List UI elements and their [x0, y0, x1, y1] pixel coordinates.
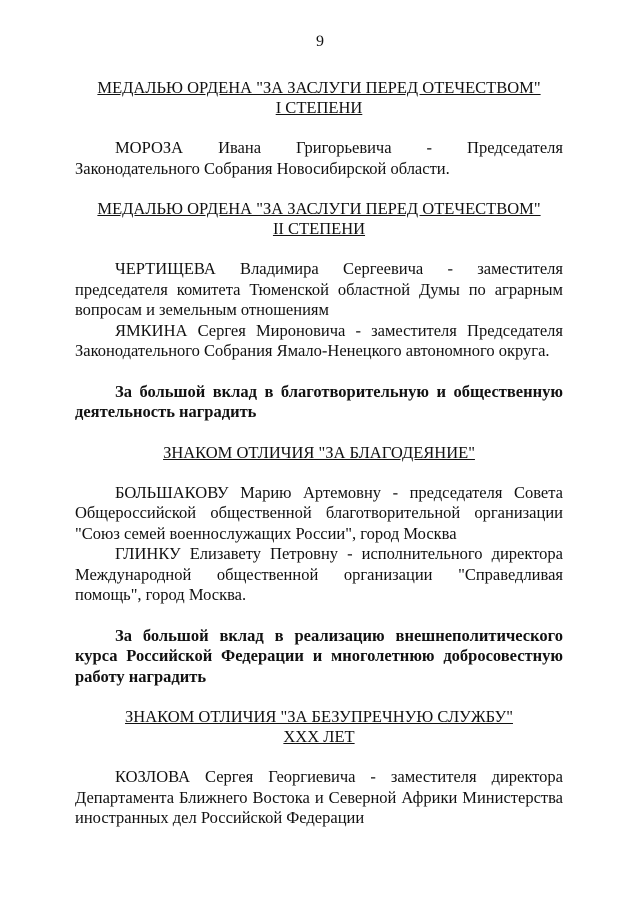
awardee-entry: КОЗЛОВА Сергея Георгиевича - заместителя директора Департамента Ближнего Востока и Северной Африки Министерства иностранных дел Российской Федерации — [75, 767, 563, 827]
page-number: 9 — [316, 33, 324, 50]
awardee-entry: ЯМКИНА Сергея Мироновича - заместителя Председателя Законодательного Собрания Ямало-Ненецкого автономного округа. — [75, 320, 563, 360]
award-heading-medal-1 — [75, 78, 563, 118]
award-heading-line: II СТЕПЕНИ — [272, 219, 366, 238]
decree-body — [75, 78, 563, 829]
awardee-entry: БОЛЬШАКОВУ Марию Артемовну - председателя Совета Общероссийской общественной благотворительной организации "Союз семей военнослужащих России", город Москва — [75, 482, 563, 543]
awardee-entry: МОРОЗА Ивана Григорьевича - Председателя Законодательного Собрания Новосибирской области. — [75, 138, 563, 178]
award-heading-line: МЕДАЛЬЮ ОРДЕНА "ЗА ЗАСЛУГИ ПЕРЕД ОТЕЧЕСТВОМ" — [97, 199, 541, 218]
award-preamble: За большой вклад в реализацию внешнеполитического курса Российской Федерации и многолетнюю добросовестную работу наградить — [75, 625, 563, 686]
awardee-entry: ЧЕРТИЩЕВА Владимира Сергеевича - заместителя председателя комитета Тюменской областной Думы по аграрным вопросам и земельным отношениям — [75, 259, 563, 319]
award-heading-line: XXX ЛЕТ — [283, 727, 355, 746]
award-preamble: За большой вклад в благотворительную и общественную деятельность наградить — [75, 381, 563, 421]
award-heading-service — [75, 707, 563, 747]
award-heading-line: ЗНАКОМ ОТЛИЧИЯ "ЗА БЕЗУПРЕЧНУЮ СЛУЖБУ" — [125, 707, 513, 726]
awardee-entry: ГЛИНКУ Елизавету Петровну - исполнительного директора Международной общественной организации "Справедливая помощь", город Москва. — [75, 544, 563, 604]
award-heading-line: ЗНАКОМ ОТЛИЧИЯ "ЗА БЛАГОДЕЯНИЕ" — [163, 442, 475, 462]
award-heading-line: I СТЕПЕНИ — [275, 98, 363, 117]
award-heading-charity — [75, 443, 563, 463]
award-heading-medal-2 — [75, 199, 563, 239]
award-heading-line: МЕДАЛЬЮ ОРДЕНА "ЗА ЗАСЛУГИ ПЕРЕД ОТЕЧЕСТВОМ" — [97, 78, 541, 97]
